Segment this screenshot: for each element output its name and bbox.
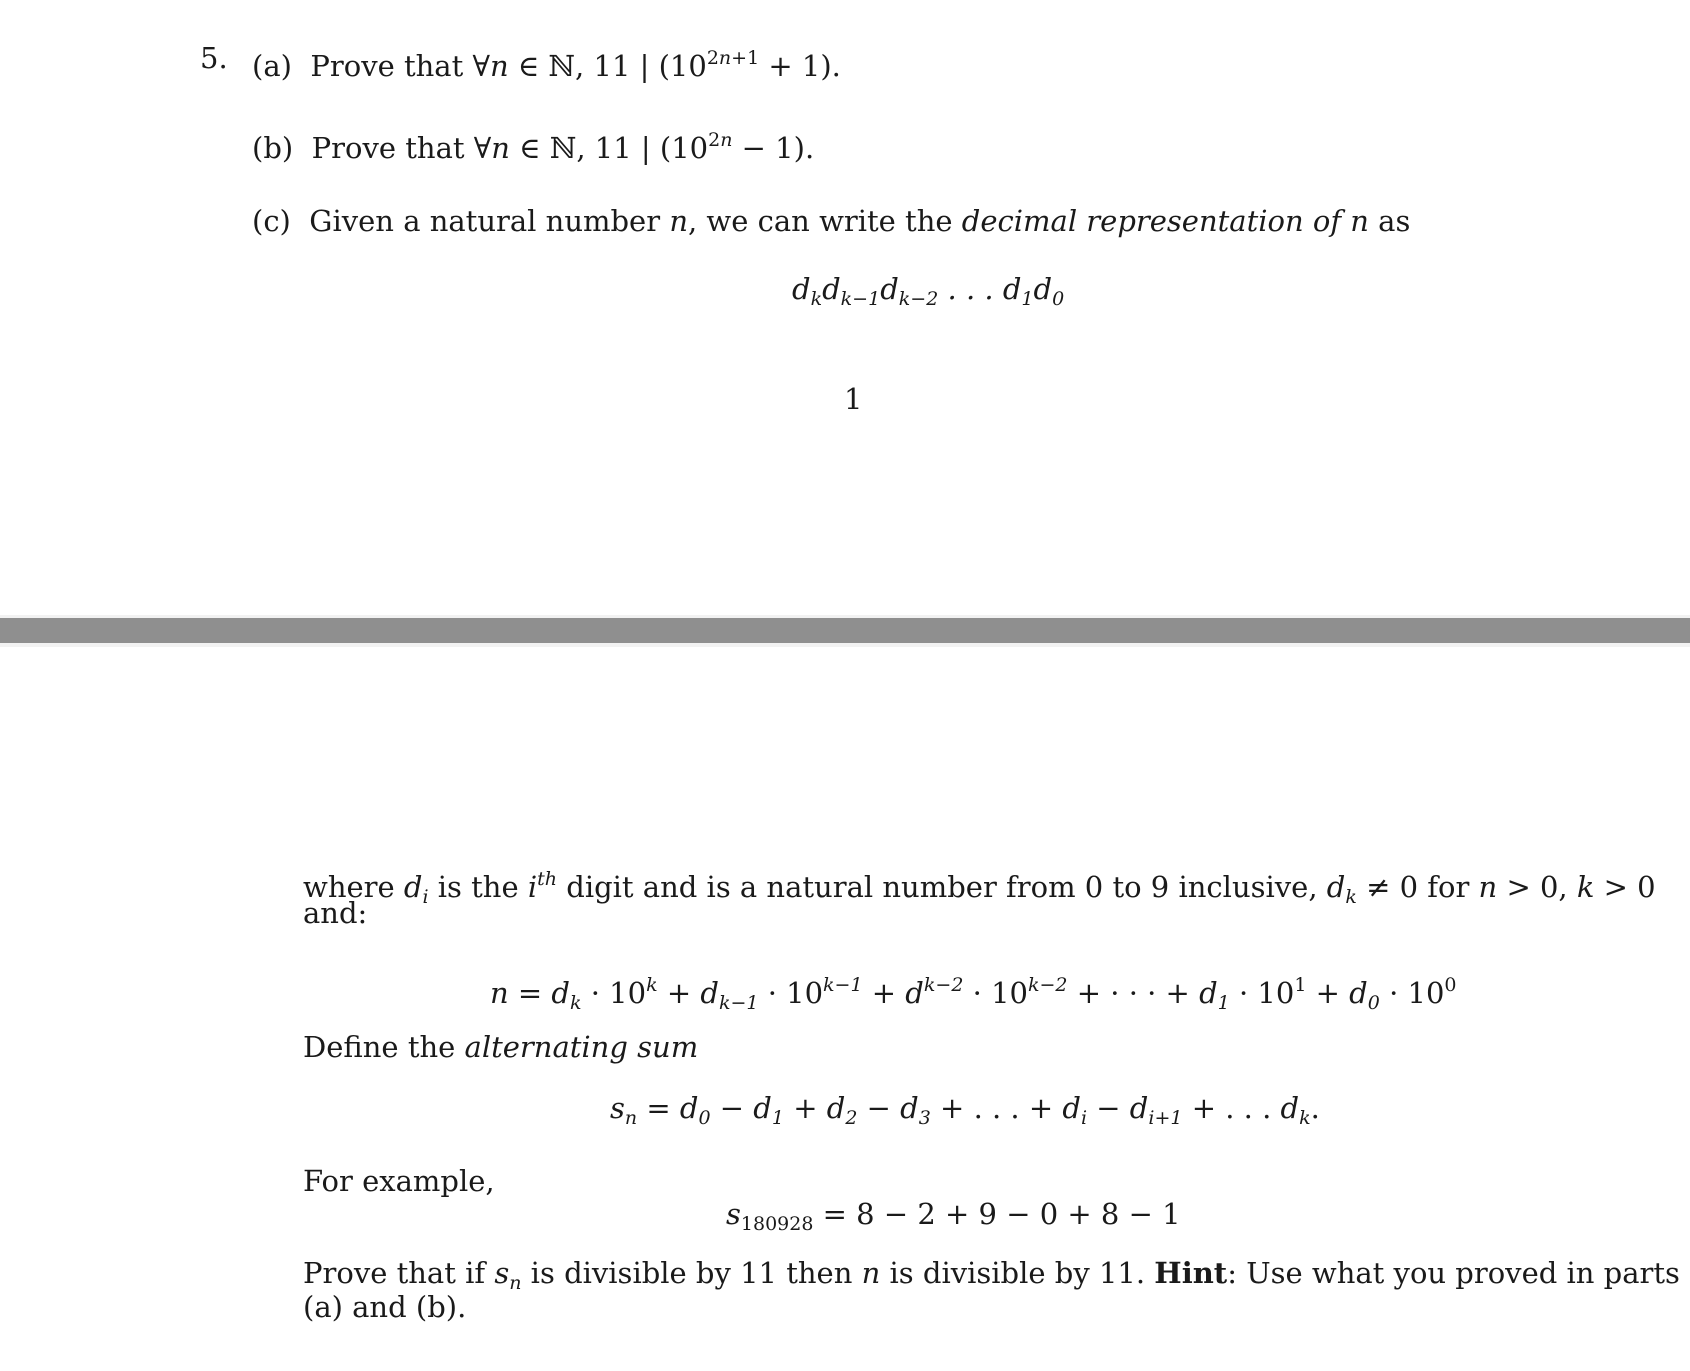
page-separator (0, 615, 1690, 647)
decimal-expansion: $n = d_k \cdot 10^k + d_{k-1} \cdot 10^{k-1} + d^{k-2} \cdot 10^{k-2}$ + · · · + $d_1 \cdot 10^1 + d_0 \cdot 10^0$ (490, 974, 1457, 1014)
page-bottom (0, 647, 1690, 1371)
example-label: For example, (303, 1164, 495, 1198)
prove-line-2: (a) and (b). (303, 1290, 467, 1324)
page-number: 1 (844, 382, 863, 416)
decimal-representation: $d_kd_{k-1}d_{k-2}$ . . . $d_1d_0$ (792, 272, 1065, 310)
page-top (0, 0, 1690, 615)
example-equation: $s_{180928} = 8 - 2 + 9 - 0 + 8 - 1$ (726, 1197, 1181, 1235)
part-c: (c) Given a natural number n, we can write the decimal representation of n as (252, 204, 1411, 238)
prove-line-1: Prove that if $s_n$ is divisible by 11 then n is divisible by 11. Hint: Use what you proved in parts (303, 1256, 1680, 1294)
part-b: (b) Prove that ∀n ∈ ℕ, 11 | $(10^{2n} - 1)$. (252, 129, 815, 165)
alternating-sum: $s_n = d_0 - d_1 + d_2 - d_3$ + . . . + $d_i - d_{i+1}$ + . . . $d_k$. (610, 1091, 1320, 1129)
where-line-2: and: (303, 896, 368, 930)
problem-number: 5. (200, 41, 228, 75)
part-a: (a) Prove that ∀n ∈ ℕ, 11 | $(10^{2n+1} + 1)$. (252, 47, 841, 83)
define-line: Define the alternating sum (303, 1030, 699, 1064)
where-line-1: where $d_i$ is the $i^{th}$ digit and is a natural number from 0 to 9 inclusive, $d_k \ne 0$ for n > 0, k > 0 (303, 868, 1656, 908)
